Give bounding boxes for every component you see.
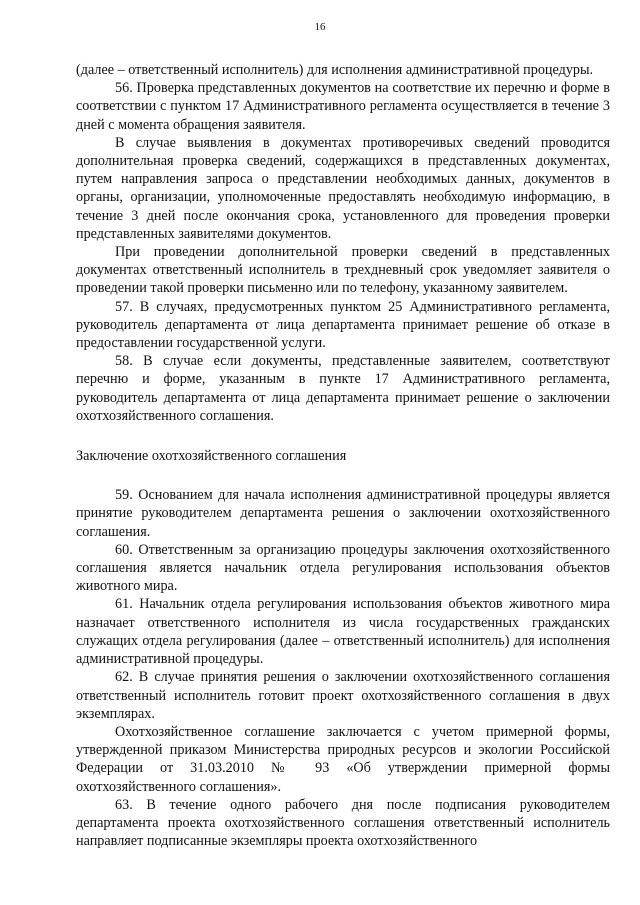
section-heading: Заключение охотхозяйственного соглашения xyxy=(76,448,347,465)
paragraph-62: 62. В случае принятия решения о заключении охотхозяйственного соглашения ответственный исполнитель готовит проект охотхозяйственного соглашения в двух экземплярах. xyxy=(76,669,610,722)
paragraph-57: 57. В случаях, предусмотренных пунктом 25 Административного регламента, руководитель департамента от лица департамента принимает решение об отказе в предоставлении государственной услуги. xyxy=(76,298,610,352)
paragraph-60: 60. Ответственным за организацию процедуры заключения охотхозяйственного соглашения является начальник отдела регулирования использования объектов животного мира. xyxy=(76,541,610,595)
paragraph-59: 59. Основанием для начала исполнения административной процедуры является принятие руководителем департамента решения о заключении охотхозяйственного соглашения. xyxy=(76,487,610,540)
paragraph-continuation: (далее – ответственный исполнитель) для исполнения административной процедуры. xyxy=(76,62,594,78)
paragraph-63: 63. В течение одного рабочего дня после подписания руководителем департамента проекта охотхозяйственного соглашения ответственный исполнитель направляет подписанные экземпляры проекта охотхозяйственного xyxy=(76,796,610,850)
paragraph-62-sample-form: Охотхозяйственное соглашение заключается с учетом примерной формы, утвержденной приказом Министерства природных ресурсов и экологии Российской Федерации от 31.03.2010 № 93 «Об утверждении примерной формы охотхозяйственного соглашения». xyxy=(76,723,610,795)
paragraph-56-notification: При проведении дополнительной проверки сведений в представленных документах ответственный исполнитель в трехдневный срок уведомляет заявителя о проведении такой проверки письменно или по телефону, указанному заявителем. xyxy=(76,244,610,297)
paragraph-58: 58. В случае если документы, представленные заявителем, соответствуют перечню и форме, указанным в пункте 17 Административного регламента, руководитель департамента от лица департамента принимает решение о заключении охотхозяйственного соглашения. xyxy=(76,353,610,424)
document-body xyxy=(76,61,610,850)
page-number: 16 xyxy=(314,21,326,33)
paragraph-61: 61. Начальник отдела регулирования использования объектов животного мира назначает ответственного исполнителя из числа государственных гражданских служащих отдела регулирования (далее – ответственный исполнитель) для исполнения административной процедуры. xyxy=(76,596,610,668)
paragraph-56: 56. Проверка представленных документов на соответствие их перечню и форме в соответствии с пунктом 17 Административного регламента осуществляется в течение 3 дней с момента обращения заявителя. xyxy=(76,80,610,133)
paragraph-56-contradictions: В случае выявления в документах противоречивых сведений проводится дополнительная проверка сведений, содержащихся в представленных документах, путем направления запроса о представлении необходимых данных, документов в органы, организации, уполномоченные предоставлять необходимую информацию, в течение 3 дней после окончания срока, установленного для проведения проверки представленных заявителями документов. xyxy=(76,134,610,242)
